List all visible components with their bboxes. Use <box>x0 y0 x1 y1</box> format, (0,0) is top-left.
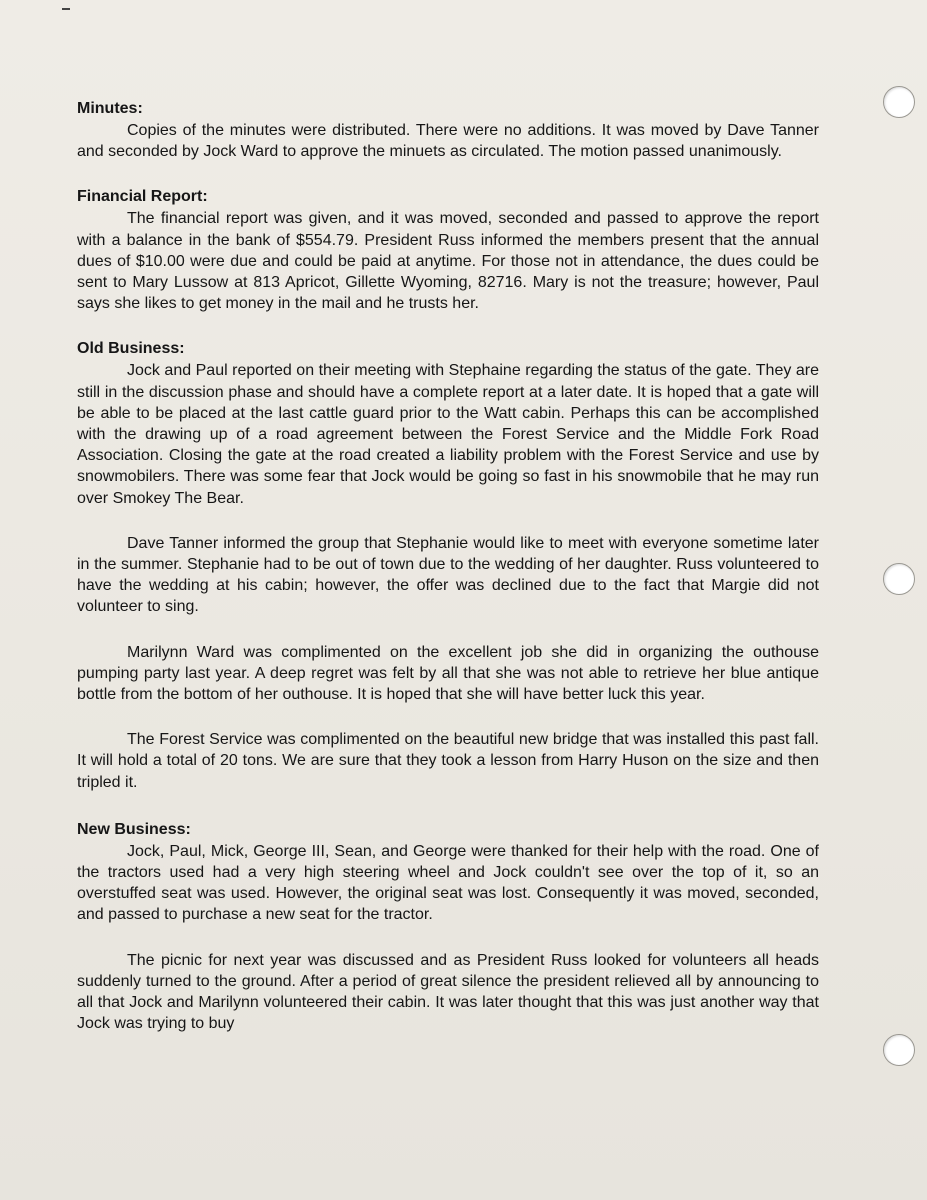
binder-hole-top <box>883 86 915 118</box>
section-heading-minutes: Minutes: <box>77 100 143 117</box>
section-financial-report <box>77 186 819 314</box>
minutes-paragraph: Copies of the minutes were distributed. There were no additions. It was moved by Dave Tanner and seconded by Jock Ward to approve the minuets as circulated. The motion passed unanimously. <box>77 122 819 161</box>
old-business-paragraph-outhouse: Marilynn Ward was complimented on the excellent job she did in organizing the outhouse pumping party last year. A deep regret was felt by all that she was not able to retrieve her blue antique bottle from the bottom of her outhouse. It is hoped that she will have better luck this year. <box>77 643 819 704</box>
binder-hole-bottom <box>883 1034 915 1066</box>
section-minutes <box>77 98 819 162</box>
section-heading-old-business: Old Business: <box>77 340 185 358</box>
new-business-paragraph-picnic: The picnic for next year was discussed and as President Russ looked for volunteers all heads suddenly turned to the ground. After a period of great silence the president relieved all by announcing to all that Jock and Marilynn volunteered their cabin. It was later thought that this was just another way that Jock was trying to buy <box>77 951 819 1033</box>
old-business-paragraph-bridge: The Forest Service was complimented on the beautiful new bridge that was installed this past fall. It will hold a total of 20 tons. We are sure that they took a lesson from Harry Huson on the size and then tripled it. <box>77 731 819 791</box>
page-mark <box>62 8 70 10</box>
section-new-business <box>77 819 819 1035</box>
old-business-paragraph-gate: Jock and Paul reported on their meeting with Stephaine regarding the status of the gate. They are still in the discussion phase and should have a complete report at a later date. It is hoped that a gate will be able to be placed at the last cattle guard prior to the Watt cabin. Perhaps this can be accomplished with the drawing up of a road agreement between the Forest Service and the Middle Fork Road Association. Closing the gate at the road created a liability problem with the Forest Service and use by snowmobilers. There was some fear that Jock would be going so fast in his snowmobile that he may run over Smokey The Bear. <box>77 362 819 507</box>
new-business-paragraph-road: Jock, Paul, Mick, George III, Sean, and George were thanked for their help with the road. One of the tractors used had a very high steering wheel and Jock couldn't see over the top of it, so an overstuffed seat was used. However, the original seat was lost. Consequently it was moved, seconded, and passed to purchase a new seat for the tractor. <box>77 842 819 924</box>
binder-hole-middle <box>883 563 915 595</box>
financial-report-paragraph: The financial report was given, and it was moved, seconded and passed to approve the report with a balance in the bank of $554.79. President Russ informed the members present that the annual dues of $10.00 were due and could be paid at anytime. For those not in attendance, the dues could be sent to Mary Lussow at 813 Apricot, Gillette Wyoming, 82716. Mary is not the treasure; however, Paul says she likes to get money in the mail and he trusts her. <box>77 210 819 313</box>
section-heading-financial-report: Financial Report: <box>77 188 208 206</box>
section-heading-new-business: New Business: <box>77 820 191 838</box>
section-old-business <box>77 338 819 792</box>
document-body <box>77 98 819 1035</box>
old-business-paragraph-stephanie: Dave Tanner informed the group that Stephanie would like to meet with everyone sometime later in the summer. Stephanie had to be out of town due to the wedding of her daughter. Russ volunteered to have the wedding at his cabin; however, the offer was declined due to the fact that Margie did not volunteer to sing. <box>77 534 819 616</box>
